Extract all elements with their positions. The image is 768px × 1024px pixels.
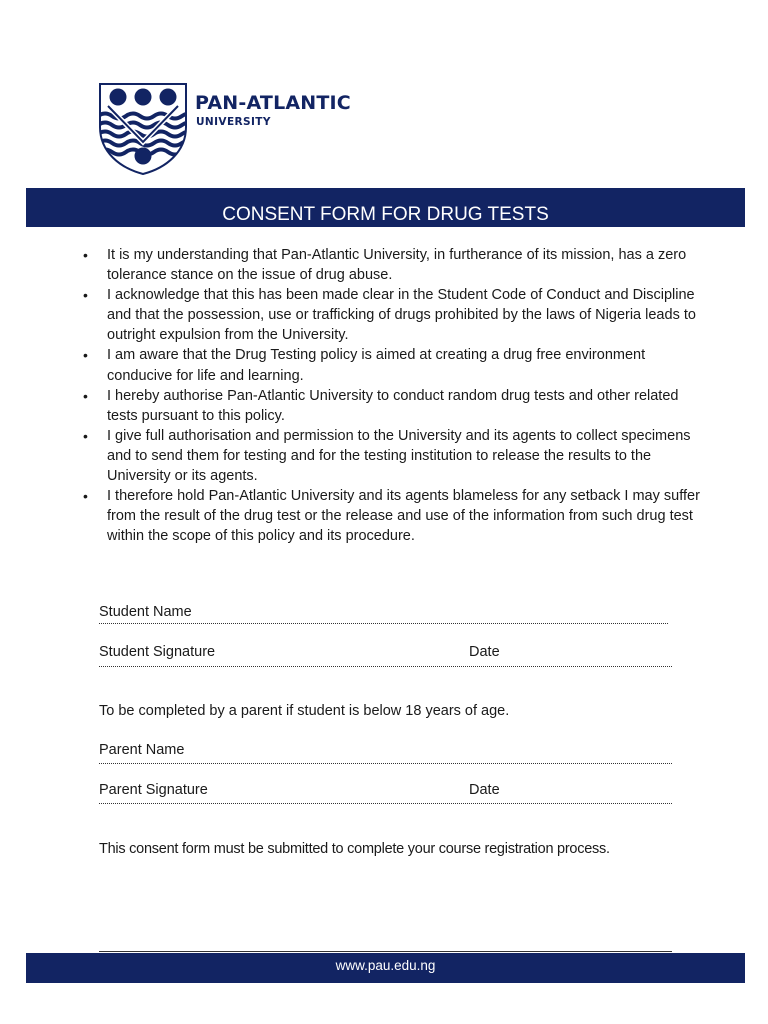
footer-bar [26,953,745,983]
institution-name: PAN-ATLANTIC [195,92,351,114]
student-signature-label: Student Signature [99,644,216,660]
form-title-bar [26,188,745,227]
student-name-label: Student Name [99,604,192,620]
consent-clause: • I hereby authorise Pan-Atlantic University to conduct random drug tests and other related tests pursuant to this policy. [107,386,712,426]
consent-clause: • I acknowledge that this has been made clear in the Student Code of Conduct and Discipline and that the possession, use or trafficking of drugs prohibited by the laws of Nigeria leads to outright expulsion from the University. [107,285,712,345]
parent-name-label: Parent Name [99,742,185,758]
parent-name-line[interactable] [99,763,672,764]
footer-divider [99,951,672,952]
parent-instruction: To be completed by a parent if student is below 18 years of age. [99,703,510,719]
consent-clauses-list [107,245,712,546]
form-title: CONSENT FORM FOR DRUG TESTS [222,204,549,225]
consent-clause: • I therefore hold Pan-Atlantic University and its agents blameless for any setback I may suffer from the result of the drug test or the release and use of the information from such drug test within the scope of this policy and its procedure. [107,486,712,546]
student-date-label: Date [469,644,500,660]
submission-note: This consent form must be submitted to complete your course registration process. [99,841,610,857]
consent-clause: • I am aware that the Drug Testing policy is aimed at creating a drug free environment conducive for life and learning. [107,345,712,385]
university-crest-logo [98,82,188,175]
parent-signature-label: Parent Signature [99,782,208,798]
parent-signature-line[interactable] [99,803,672,804]
student-name-line[interactable] [99,623,668,624]
parent-date-label: Date [469,782,500,798]
student-signature-line[interactable] [99,666,672,667]
institution-subtitle: UNIVERSITY [196,116,271,128]
consent-clause: • I give full authorisation and permission to the University and its agents to collect specimens and to send them for testing and for the testing institution to release the results to the University or its agents. [107,426,712,486]
website-url[interactable]: www.pau.edu.ng [335,958,436,973]
consent-clause: • It is my understanding that Pan-Atlantic University, in furtherance of its mission, has a zero tolerance stance on the issue of drug abuse. [107,245,712,285]
